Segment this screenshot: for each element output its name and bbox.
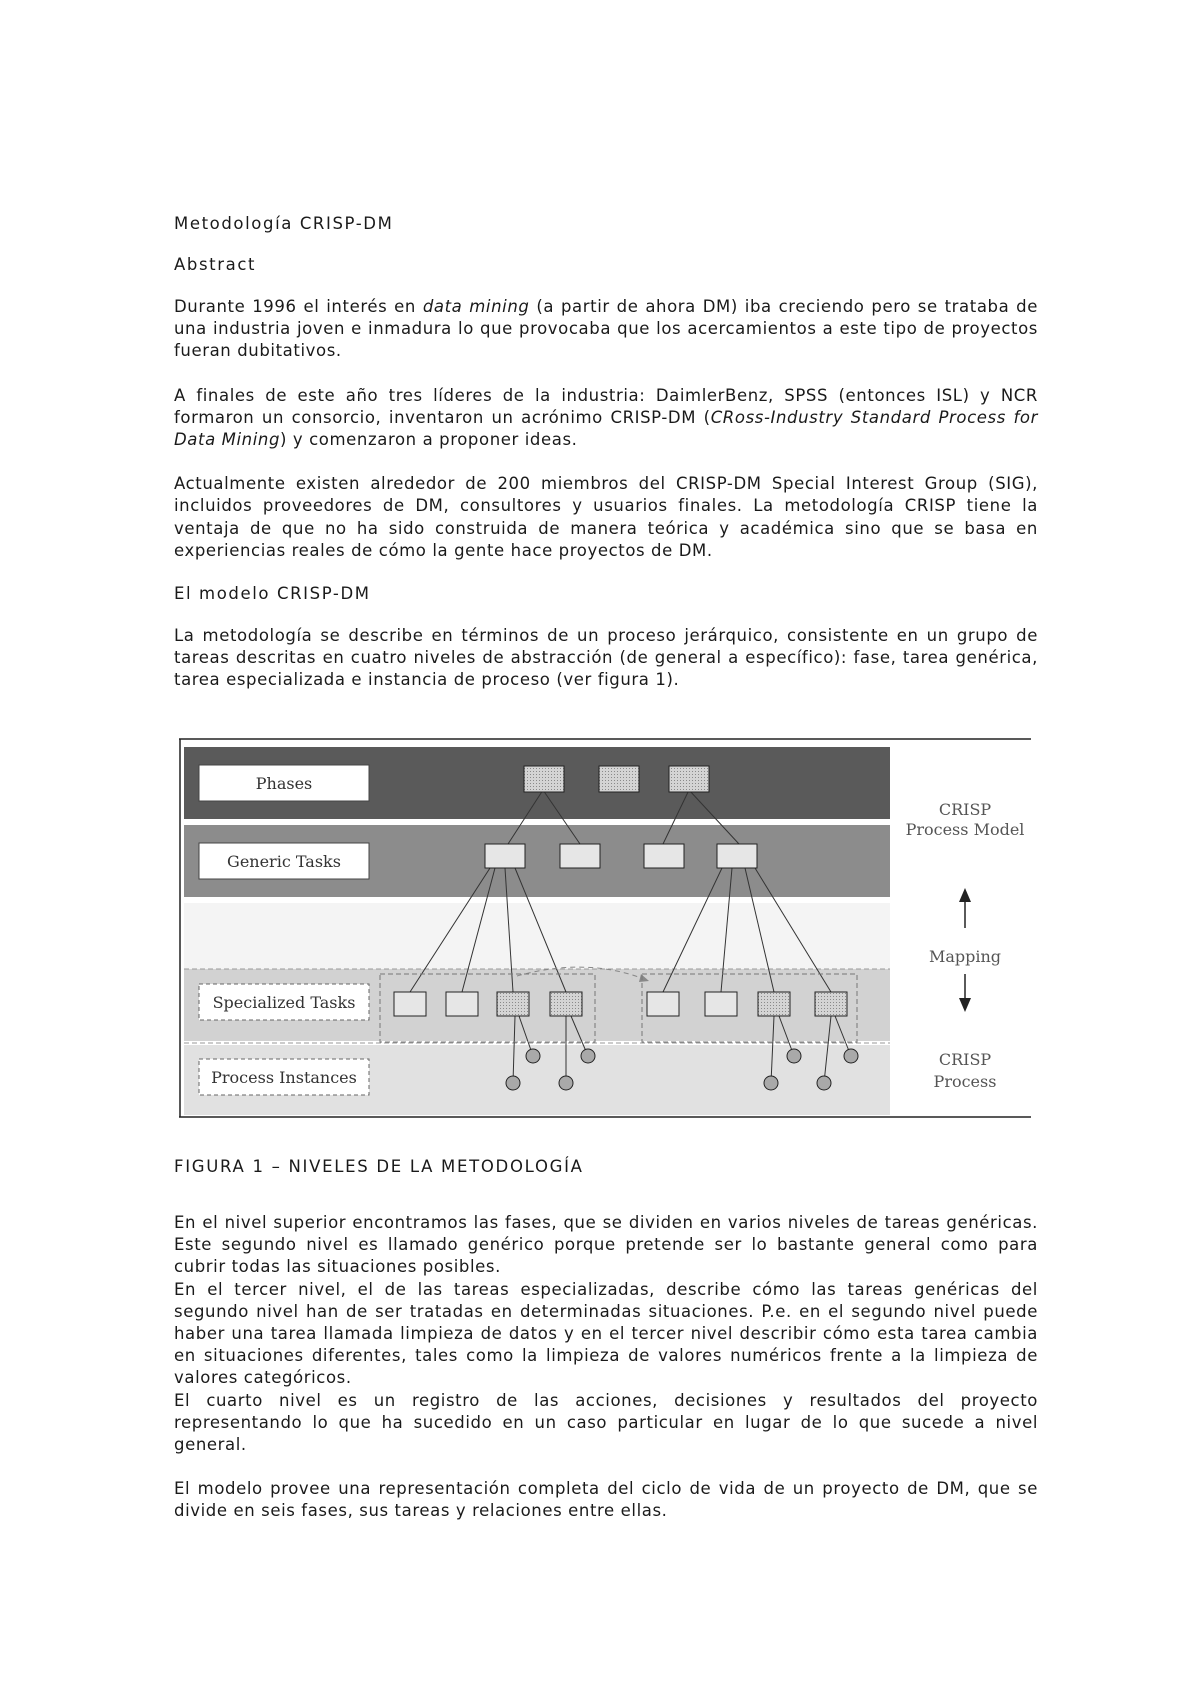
process-instance-node bbox=[764, 1076, 778, 1090]
specialized-task-box bbox=[446, 992, 478, 1016]
figure-caption: FIGURA 1 – NIVELES DE LA METODOLOGÍA bbox=[174, 1157, 584, 1176]
paragraph-2-text-a: A finales de este año tres líderes de la industria: DaimlerBenz, SPSS (entonces ISL) y NCR formaron un consorcio, inventaron un acrónimo CRISP-DM ( bbox=[174, 385, 1038, 427]
mapping-down-arrow-icon bbox=[959, 998, 971, 1012]
specialized-task-box bbox=[497, 992, 529, 1016]
crisp-model-label-line1: CRISP bbox=[938, 800, 992, 819]
paragraph-5: En el nivel superior encontramos las fases, que se dividen en varios niveles de tareas genéricas. Este segundo nivel es llamado genérico porque pretende ser lo bastante general como para cubrir todas las situaciones posibles. bbox=[174, 1213, 1038, 1277]
specialized-task-box bbox=[394, 992, 426, 1016]
paragraph-2-emphasis: CRoss-Industry Standard Process for Data Mining bbox=[174, 407, 1038, 450]
process-instance-node bbox=[787, 1049, 801, 1063]
generic-task-box bbox=[485, 844, 525, 868]
paragraph-2 bbox=[174, 385, 1038, 452]
crisp-levels-diagram bbox=[179, 738, 1031, 1118]
phase-box bbox=[669, 766, 709, 792]
specialized-task-box bbox=[815, 992, 847, 1016]
phase-box bbox=[599, 766, 639, 792]
phase-box bbox=[524, 766, 564, 792]
document-body-continued bbox=[174, 1212, 1038, 1523]
specialized-task-box bbox=[647, 992, 679, 1016]
crisp-model-label-line2: Process Model bbox=[905, 820, 1025, 839]
paragraph-1-text-a: Durante 1996 el interés en bbox=[174, 297, 423, 316]
paragraph-2-text-b: ) y comenzaron a proponer ideas. bbox=[280, 430, 578, 450]
paragraph-7: El cuarto nivel es un registro de las acciones, decisiones y resultados del proyecto representando lo que ha sucedido en un caso particular en lugar de lo que sucede a nivel general. bbox=[174, 1390, 1038, 1455]
level-label-phases: Phases bbox=[255, 774, 313, 793]
level-label-instances: Process Instances bbox=[211, 1068, 357, 1087]
generic-task-box bbox=[644, 844, 684, 868]
specialized-task-box bbox=[550, 992, 582, 1016]
mapping-up-arrow-icon bbox=[959, 888, 971, 902]
level-label-specialized: Specialized Tasks bbox=[212, 993, 356, 1012]
paragraph-8: El modelo provee una representación completa del ciclo de vida de un proyecto de DM, que se divide en seis fases, sus tareas y relaciones entre ellas. bbox=[174, 1479, 1038, 1521]
crisp-levels-figure bbox=[179, 738, 1031, 1118]
process-instance-node bbox=[526, 1049, 540, 1063]
paragraph-1 bbox=[174, 296, 1038, 363]
mapping-gap-band bbox=[184, 903, 890, 969]
process-instance-node bbox=[559, 1076, 573, 1090]
generic-task-box bbox=[717, 844, 757, 868]
paragraph-6: En el tercer nivel, el de las tareas especializadas, describe cómo las tareas genéricas del segundo nivel han de ser tratadas en determinadas situaciones. P.e. en el segundo nivel puede haber una tarea llamada limpieza de datos y en el tercer nivel describir cómo esta tarea cambia en situaciones diferentes, tales como la limpieza de valores numéricos frente a la limpieza de valores categóricos. bbox=[174, 1279, 1038, 1388]
document-title: Metodología CRISP-DM bbox=[174, 214, 394, 233]
specialized-task-box bbox=[758, 992, 790, 1016]
abstract-heading: Abstract bbox=[174, 255, 257, 274]
crisp-process-label-line2: Process bbox=[933, 1072, 997, 1091]
process-instance-node bbox=[506, 1076, 520, 1090]
paragraph-1-text-b: (a partir de ahora DM) iba creciendo pero se trataba de una industria joven e inmadura lo que provocaba que los acercamientos a este tipo de proyectos fueran dubitativos. bbox=[174, 297, 1039, 361]
paragraph-4: La metodología se describe en términos de un proceso jerárquico, consistente en un grupo de tareas descritas en cuatro niveles de abstracción (de general a específico): fase, tarea genérica, tarea especializada e instancia de proceso (ver figura 1). bbox=[174, 626, 1038, 690]
model-heading: El modelo CRISP-DM bbox=[174, 584, 371, 604]
process-instance-node bbox=[817, 1076, 831, 1090]
crisp-process-label-line1: CRISP bbox=[938, 1050, 992, 1069]
generic-task-box bbox=[560, 844, 600, 868]
level-label-generic: Generic Tasks bbox=[227, 852, 341, 871]
specialized-task-box bbox=[705, 992, 737, 1016]
document-body bbox=[174, 214, 1038, 692]
paragraph-1-emphasis: data mining bbox=[422, 297, 530, 316]
process-instance-node bbox=[581, 1049, 595, 1063]
mapping-label: Mapping bbox=[928, 947, 1002, 966]
process-instance-node bbox=[844, 1049, 858, 1063]
paragraph-3: Actualmente existen alrededor de 200 miembros del CRISP-DM Special Interest Group (SIG), incluidos proveedores de DM, consultores y usuarios finales. La metodología CRISP tiene la ventaja de que no ha sido construida de manera teórica y académica sino que se basa en experiencias reales de cómo la gente hace proyectos de DM. bbox=[174, 474, 1038, 560]
